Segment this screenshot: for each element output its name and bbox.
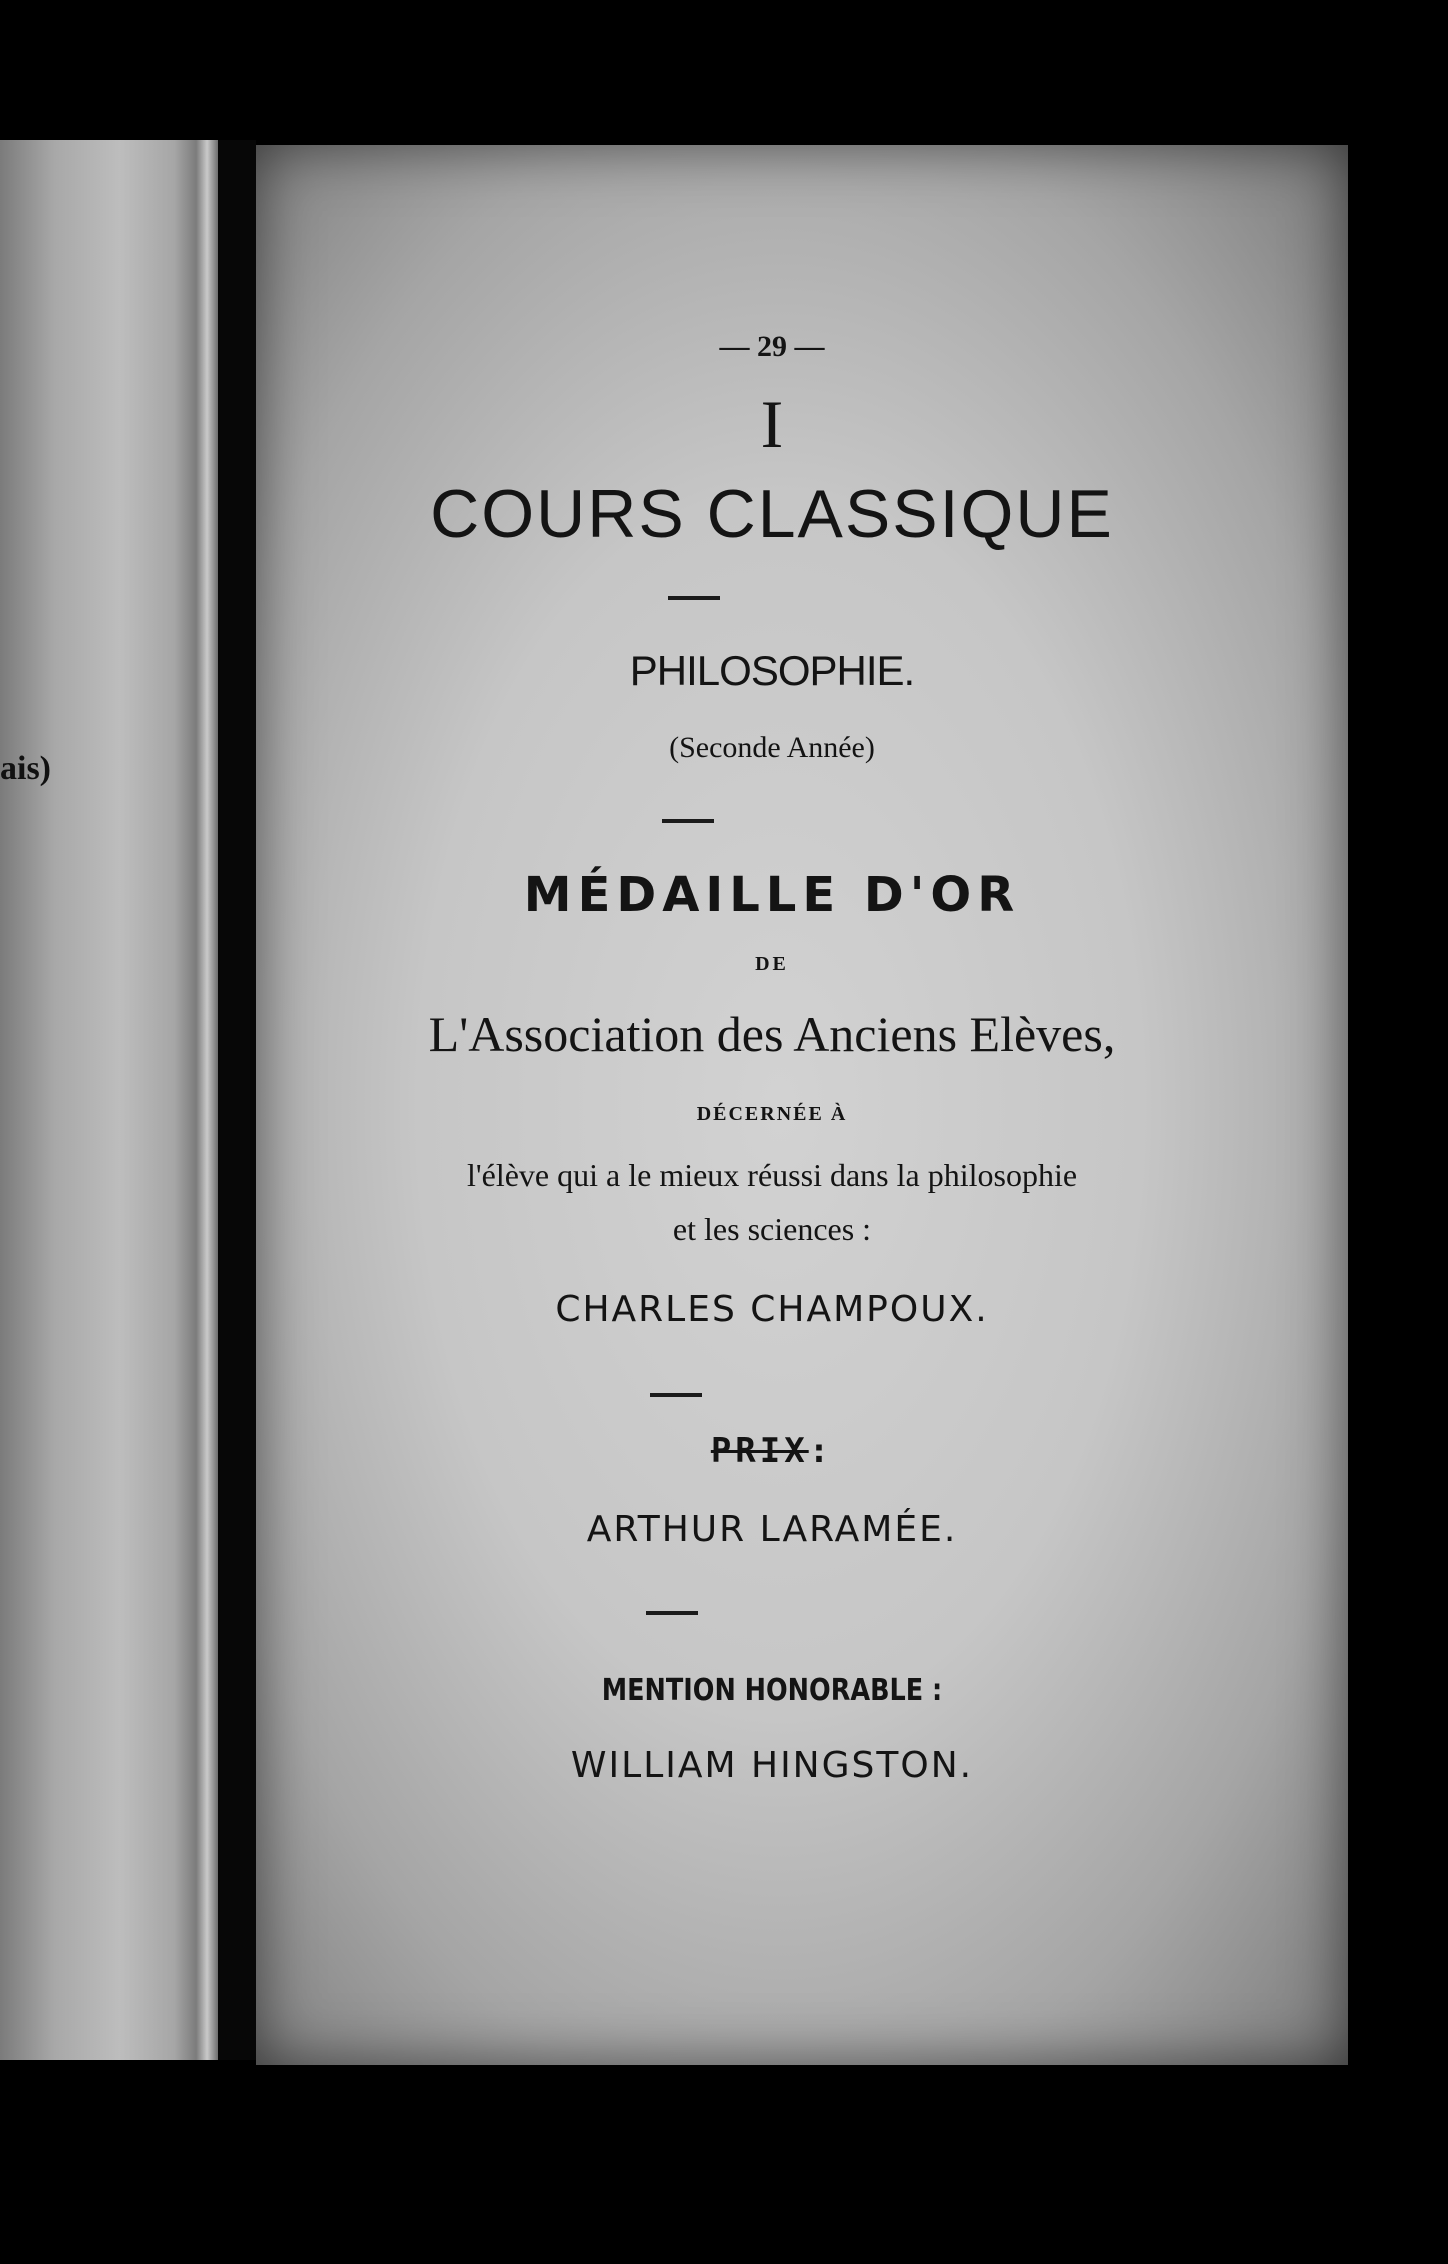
divider-rule	[650, 1393, 702, 1397]
divider-rule	[668, 596, 720, 600]
prize-winner: ARTHUR LARAMÉE.	[586, 1509, 958, 1550]
prize-heading	[226, 1431, 1318, 1471]
main-page	[256, 145, 1348, 2065]
left-page-fragment: ais)	[0, 750, 51, 787]
awarded-to-label: DÉCERNÉE À	[696, 1103, 848, 1125]
award-criteria-line2: et les sciences :	[672, 1211, 872, 1247]
honorable-mention-winner: WILLIAM HINGSTON.	[570, 1745, 974, 1786]
award-criteria-line1: l'élève qui a le mieux réussi dans la philosophie	[466, 1157, 1078, 1193]
course-year: (Seconde Année)	[669, 731, 875, 764]
honorable-mention-label: MENTION HONORABLE :	[601, 1673, 943, 1708]
course-name: PHILOSOPHIE.	[629, 647, 915, 694]
medal-preposition: DE	[755, 953, 789, 975]
association-name: L'Association des Anciens Elèves,	[428, 1006, 1116, 1062]
page-number: — 29 —	[719, 330, 825, 363]
section-numeral: I	[760, 386, 784, 462]
prize-label-colon: :	[808, 1431, 834, 1471]
course-title: COURS CLASSIQUE	[430, 476, 1114, 552]
left-page-edge	[0, 140, 218, 2060]
divider-rule	[662, 819, 714, 823]
medal-winner: CHARLES CHAMPOUX.	[555, 1289, 989, 1330]
divider-rule	[646, 1611, 698, 1615]
medal-title: MÉDAILLE D'OR	[523, 867, 1021, 923]
prize-label: PRIX	[710, 1431, 809, 1471]
